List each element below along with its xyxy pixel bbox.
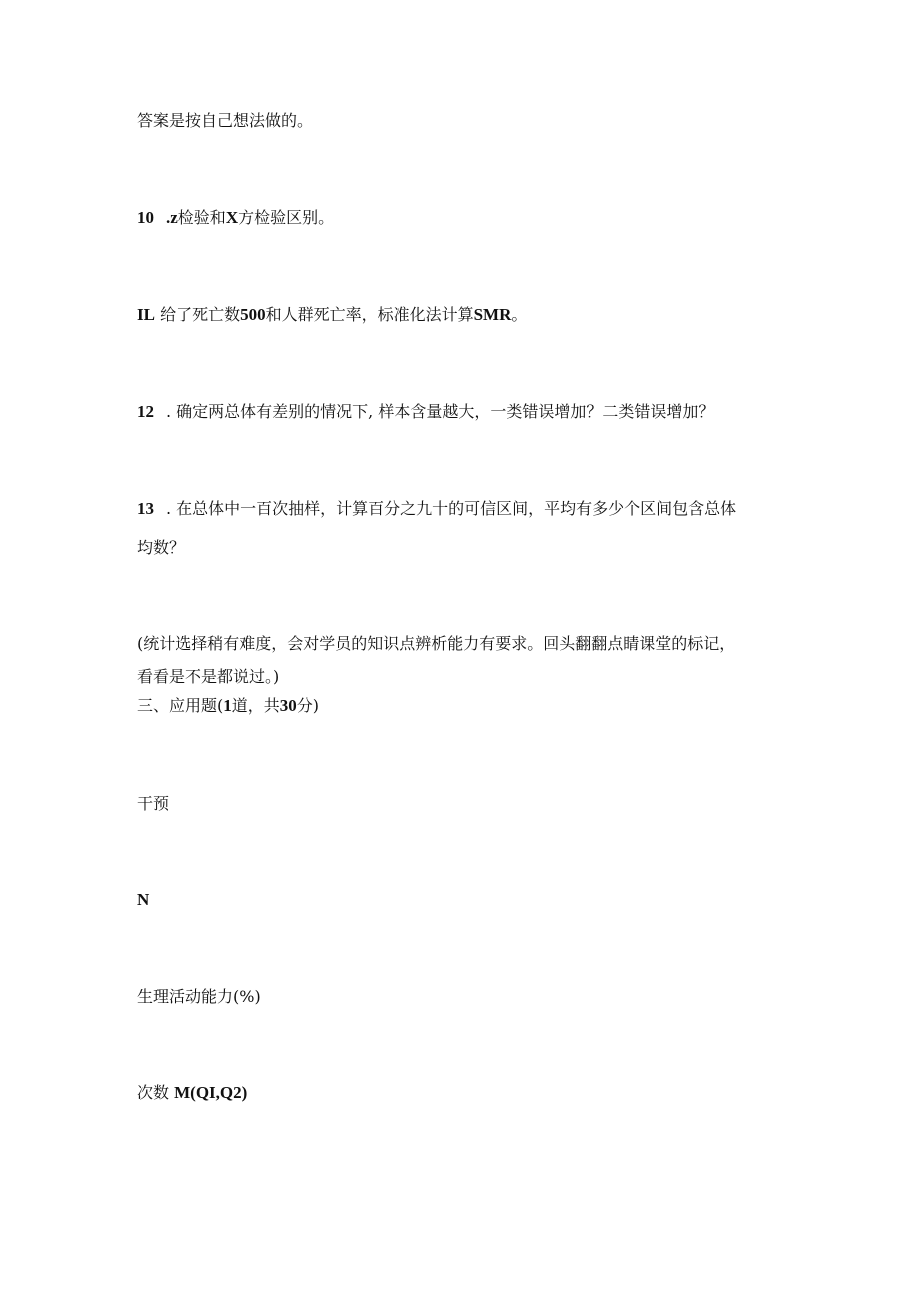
question-11-text-a: 给了死亡数	[160, 305, 241, 324]
section-3-post: 分)	[296, 696, 320, 715]
note-text-2: 看看是不是都说过。)	[137, 667, 280, 686]
section-3-bold-b: 30	[279, 696, 297, 715]
section-3-mid: 道，共	[231, 696, 280, 715]
question-11-number: IL	[137, 305, 155, 324]
question-12-number: 12	[137, 402, 154, 421]
label-capacity-text: 生理活动能力(%)	[137, 987, 261, 1006]
question-13-number: 13	[137, 499, 154, 518]
label-intervention	[137, 794, 169, 814]
question-10-number: 10	[137, 208, 154, 227]
question-13-line-2	[137, 538, 185, 558]
section-3-bold-a: 1	[223, 696, 232, 715]
question-13-text-1: . 在总体中一百次抽样，计算百分之九十的可信区间，平均有多少个区间包含总体	[166, 499, 737, 518]
question-10	[137, 208, 334, 228]
question-11	[137, 305, 527, 325]
label-capacity	[137, 987, 261, 1007]
question-10-prefix: .z	[166, 208, 178, 227]
note-text-1: (统计选择稍有难度，会对学员的知识点辨析能力有要求。回头翻翻点睛课堂的标记，	[137, 634, 736, 653]
question-11-text-c: 。	[511, 305, 528, 324]
question-11-bold-b: SMR	[473, 305, 512, 324]
question-10-text-b: 方检验区别。	[238, 208, 335, 227]
label-times	[137, 1083, 247, 1103]
question-13-line-1	[137, 499, 736, 519]
intro-line	[137, 111, 313, 131]
intro-text: 答案是按自己想法做的。	[137, 111, 314, 130]
note-line-2	[137, 667, 279, 687]
question-11-bold-a: 500	[240, 305, 266, 324]
section-3-heading	[137, 696, 319, 716]
question-13-text-2: 均数？	[137, 538, 186, 557]
label-n-text: N	[137, 890, 150, 909]
label-n	[137, 890, 149, 910]
note-line-1	[137, 634, 735, 654]
question-10-bold: X	[225, 208, 239, 227]
section-3-pre: 三、应用题(	[137, 696, 224, 715]
question-10-text-a: 检验和	[177, 208, 226, 227]
label-times-pre: 次数	[137, 1083, 170, 1102]
label-times-bold: M(QI,Q2)	[174, 1083, 248, 1102]
question-11-text-b: 和人群死亡率，标准化法计算	[265, 305, 474, 324]
label-intervention-text: 干预	[137, 794, 170, 813]
question-12-text: . 确定两总体有差别的情况下, 样本含量越大，一类错误增加？二类错误增加？	[166, 402, 715, 421]
question-12	[137, 402, 714, 422]
